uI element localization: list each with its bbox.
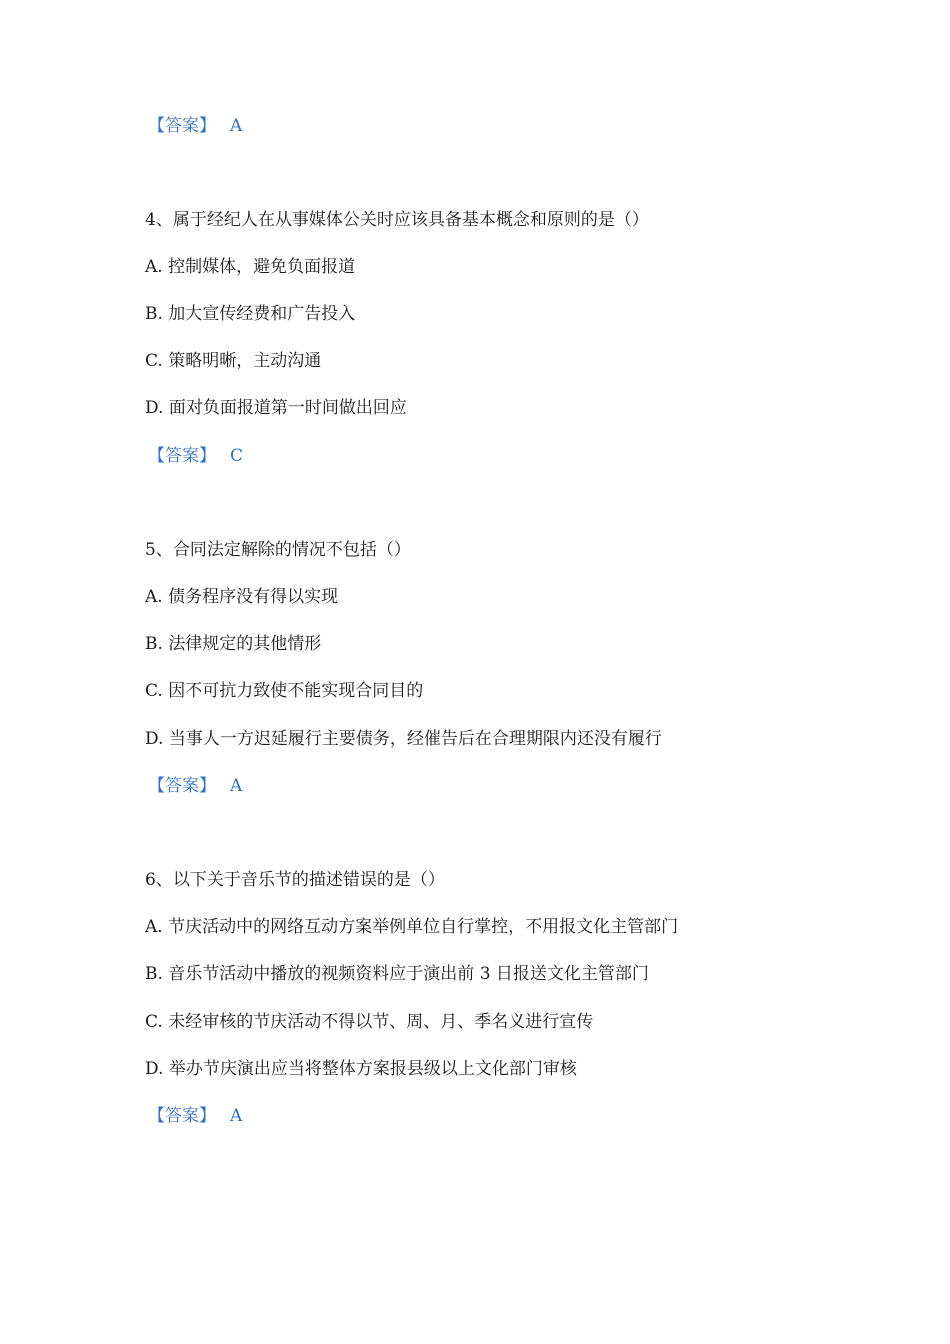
option-a: A. 控制媒体，避免负面报道	[145, 257, 356, 277]
option-b: B. 音乐节活动中播放的视频资料应于演出前 3 日报送文化主管部门	[145, 964, 649, 984]
answer-value: A	[230, 116, 243, 136]
answer-label: 【答案】	[148, 116, 216, 136]
answer-value: A	[230, 776, 243, 796]
answer-value: C	[230, 446, 244, 466]
option-d: D. 举办节庆演出应当将整体方案报县级以上文化部门审核	[145, 1059, 577, 1079]
answer-line	[148, 1104, 242, 1128]
option-d: D. 当事人一方迟延履行主要债务，经催告后在合理期限内还没有履行	[145, 729, 662, 749]
option-a: A. 节庆活动中的网络互动方案举例单位自行掌控，不用报文化主管部门	[145, 917, 679, 937]
option-c: C. 未经审核的节庆活动不得以节、周、月、季名义进行宣传	[145, 1012, 594, 1032]
answer-line	[148, 774, 242, 798]
option-c: C. 因不可抗力致使不能实现合同目的	[145, 681, 424, 701]
question-stem: 6、以下关于音乐节的描述错误的是（）	[145, 870, 445, 890]
answer-label: 【答案】	[148, 446, 216, 466]
question-stem: 4、属于经纪人在从事媒体公关时应该具备基本概念和原则的是（）	[145, 210, 649, 230]
option-d: D. 面对负面报道第一时间做出回应	[145, 398, 407, 418]
option-c: C. 策略明晰，主动沟通	[145, 351, 322, 371]
answer-line	[148, 114, 242, 138]
option-b: B. 法律规定的其他情形	[145, 634, 322, 654]
question-stem: 5、合同法定解除的情况不包括（）	[145, 540, 411, 560]
option-b: B. 加大宣传经费和广告投入	[145, 304, 356, 324]
answer-label: 【答案】	[148, 1106, 216, 1126]
answer-value: A	[230, 1106, 243, 1126]
option-a: A. 债务程序没有得以实现	[145, 587, 339, 607]
answer-line	[148, 444, 243, 468]
answer-label: 【答案】	[148, 776, 216, 796]
